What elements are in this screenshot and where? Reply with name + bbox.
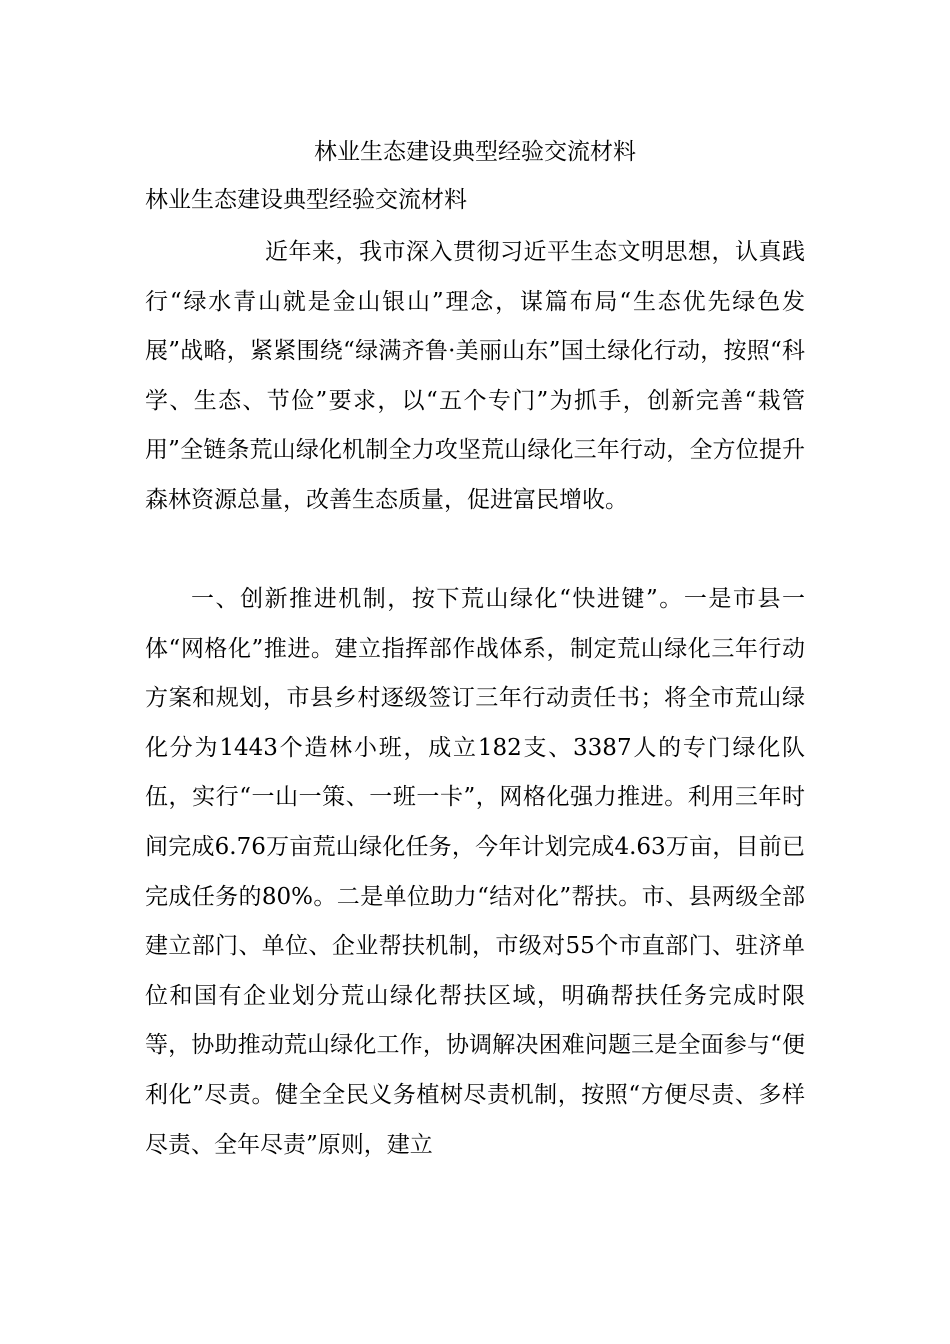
body-paragraph-section-1: 一、创新推进机制，按下荒山绿化“快进键”。一是市县一体“网格化”推进。建立指挥部作战体系，制定荒山绿化三年行动方案和规划，市县乡村逐级签订三年行动责任书；将全市荒山绿化分为1443个造林小班，成立182支、3387人的专门绿化队伍，实行“一山一策、一班一卡”，网格化强力推进。利用三年时间完成6.76万亩荒山绿化任务，今年计划完成4.63万亩，目前已完成任务的80%。二是单位助力“结对化”帮扶。市、县两级全部建立部门、单位、企业帮扶机制，市级对55个市直部门、驻济单位和国有企业划分荒山绿化帮扶区域，明确帮扶任务完成时限等，协助推动荒山绿化工作，协调解决困难问题三是全面参与“便利化”尽责。健全全民义务植树尽责机制，按照“方便尽责、多样尽责、全年尽责”原则，建立 (145, 586, 805, 1158)
document-subtitle: 林业生态建设典型经验交流材料 (145, 187, 467, 213)
document-title: 林业生态建设典型经验交流材料 (314, 139, 636, 165)
body-paragraph-intro: 近年来，我市深入贯彻习近平生态文明思想，认真践行“绿水青山就是金山银山”理念，谋篇布局“生态优先绿色发展”战略，紧紧围绕“绿满齐鲁·美丽山东”国土绿化行动，按照“科学、生态、节俭”要求，以“五个专门”为抓手，创新完善“栽管用”全链条荒山绿化机制全力攻坚荒山绿化三年行动，全方位提升森林资源总量，改善生态质量，促进富民增收。 (145, 239, 805, 513)
